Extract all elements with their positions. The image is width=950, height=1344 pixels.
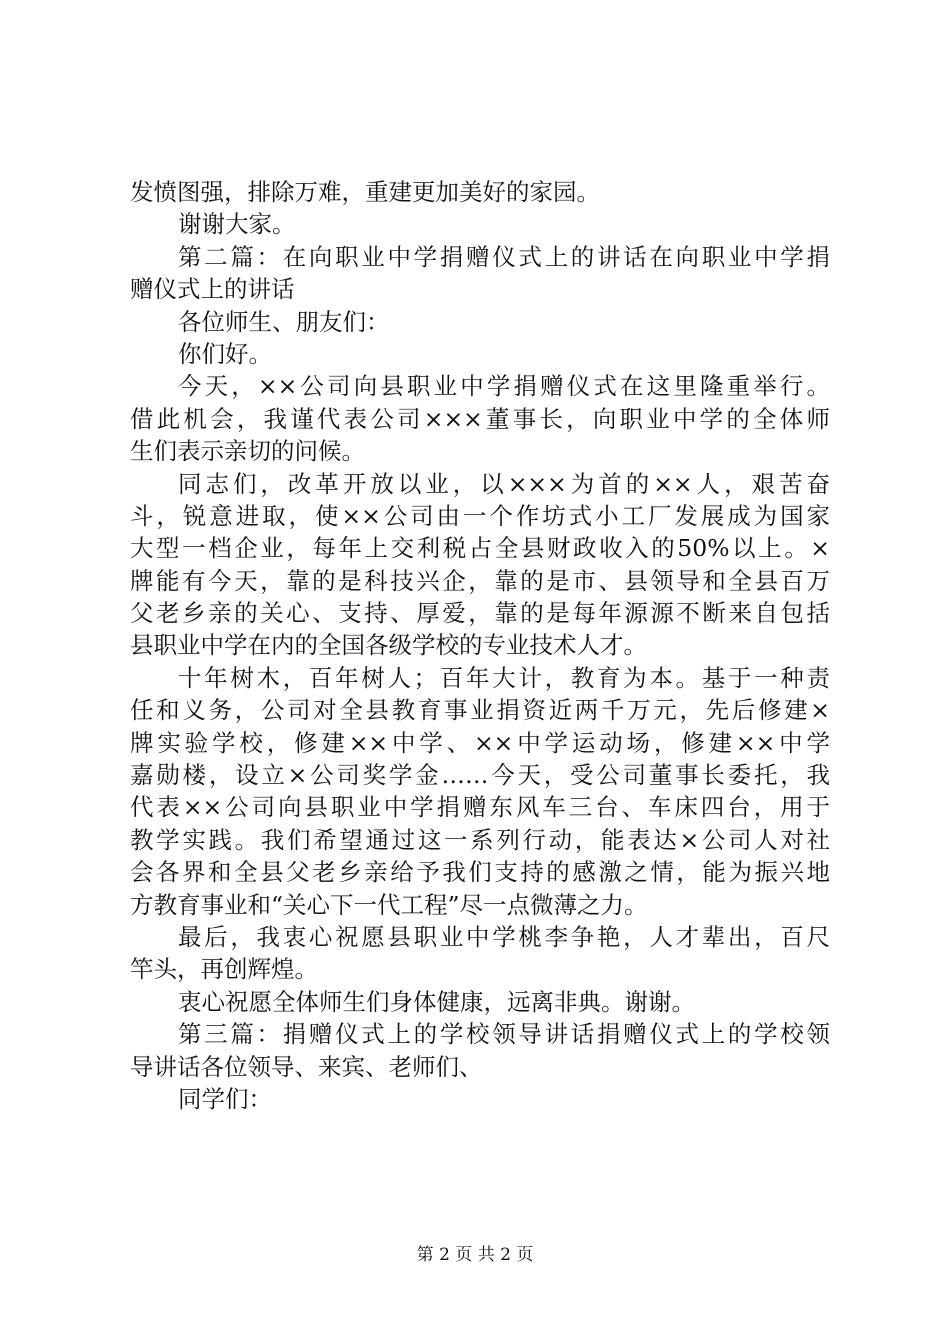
paragraph-line: 第三篇：捐赠仪式上的学校领导讲话捐赠仪式上的学校领: [178, 1020, 830, 1049]
paragraph-line: 赠仪式上的讲话: [130, 275, 295, 304]
paragraph-line: 方教育事业和“关心下一代工程”尽一点微薄之力。: [130, 890, 648, 919]
paragraph-line: 谢谢大家。: [178, 210, 296, 239]
paragraph-line: 父老乡亲的关心、支持、厚爱，靠的是每年源源不断来自包括: [130, 599, 830, 628]
paragraph-line: 牌能有今天，靠的是科技兴企，靠的是市、县领导和全县百万: [130, 566, 830, 595]
page-number-footer: 第 2 页 共 2 页: [416, 1245, 534, 1265]
paragraph-line: 教学实践。我们希望通过这一系列行动，能表达×公司人对社: [130, 825, 830, 854]
paragraph-line: 县职业中学在内的全国各级学校的专业技术人才。: [130, 631, 647, 660]
paragraph-line: 任和义务，公司对全县教育事业捐资近两千万元，先后修建×: [130, 696, 830, 725]
paragraph-line: 牌实验学校，修建××中学、××中学运动场，修建××中学: [130, 728, 830, 757]
paragraph-line: 衷心祝愿全体师生们身体健康，远离非典。谢谢。: [178, 987, 695, 1016]
paragraph-line: 最后，我衷心祝愿县职业中学桃李争艳，人才辈出，百尺: [178, 922, 830, 951]
paragraph-line: 各位师生、朋友们：: [178, 307, 390, 336]
paragraph-line: 竿头，再创辉煌。: [130, 955, 318, 984]
paragraph-line: 生们表示亲切的问候。: [130, 437, 365, 466]
paragraph-line: 十年树木，百年树人；百年大计，教育为本。基于一种责: [178, 663, 830, 692]
document-body: [130, 176, 830, 1115]
paragraph-line: 同学们：: [178, 1084, 272, 1113]
paragraph-line: 第二篇：在向职业中学捐赠仪式上的讲话在向职业中学捐: [178, 242, 830, 271]
paragraph-line: 你们好。: [178, 339, 272, 368]
paragraph-line: 会各界和全县父老乡亲给予我们支持的感激之情，能为振兴地: [130, 858, 830, 887]
paragraph-line: 导讲话各位领导、来宾、老师们、: [130, 1052, 483, 1081]
paragraph-line: 同志们，改革开放以业，以×××为首的××人，艰苦奋: [178, 469, 830, 498]
paragraph-line: 嘉勋楼，设立×公司奖学金……今天，受公司董事长委托，我: [130, 761, 830, 790]
paragraph-line: 发愤图强，排除万难，重建更加美好的家园。: [130, 178, 600, 206]
paragraph-line: 斗，锐意进取，使××公司由一个作坊式小工厂发展成为国家: [130, 501, 830, 530]
paragraph-line: 大型一档企业，每年上交利税占全县财政收入的50%以上。×: [130, 534, 830, 563]
paragraph-line: 今天，××公司向县职业中学捐赠仪式在这里隆重举行。: [178, 372, 830, 401]
paragraph-line: 借此机会，我谨代表公司×××董事长，向职业中学的全体师: [130, 404, 830, 433]
paragraph-line: 代表××公司向县职业中学捐赠东风车三台、车床四台，用于: [130, 793, 830, 822]
